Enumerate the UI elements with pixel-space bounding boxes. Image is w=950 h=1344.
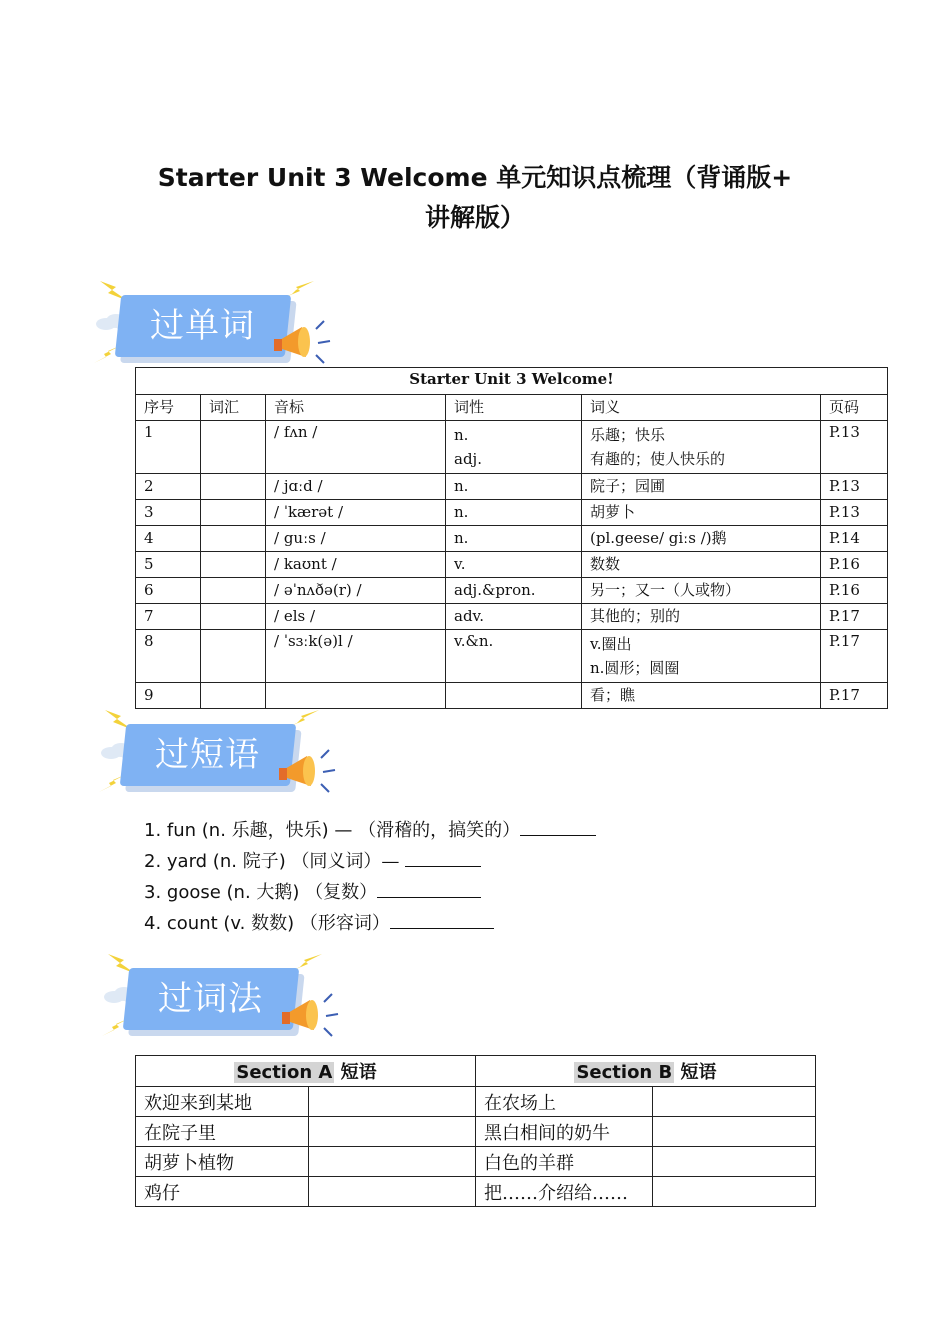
cell-answer-a[interactable] — [309, 1177, 476, 1207]
cell-word — [201, 578, 266, 604]
cell-pos: n. adj. — [446, 421, 582, 474]
cell-page: P.17 — [821, 604, 888, 630]
cell-phrase-a: 鸡仔 — [136, 1177, 309, 1207]
table-row — [136, 552, 888, 578]
section-phrases-table — [135, 1055, 816, 1207]
table-row — [136, 630, 888, 683]
header-pos: 词性 — [446, 395, 582, 421]
header-section-a: Section A 短语 — [136, 1056, 476, 1087]
cell-meaning: 另一；又一（人或物） — [582, 578, 821, 604]
cell-no: 1 — [136, 421, 201, 474]
table-row — [136, 500, 888, 526]
cell-phonetic: / els / — [266, 604, 446, 630]
cell-answer-b[interactable] — [653, 1117, 816, 1147]
list-item: 1. fun (n. 乐趣，快乐) — （滑稽的，搞笑的） — [144, 815, 596, 846]
cell-meaning: 看；瞧 — [582, 683, 821, 709]
megaphone-icon — [273, 744, 343, 798]
cell-pos: v. — [446, 552, 582, 578]
cell-phonetic: / ˈsɜːk(ə)l / — [266, 630, 446, 683]
cell-pos: adv. — [446, 604, 582, 630]
header-page: 页码 — [821, 395, 888, 421]
cell-pos: n. — [446, 526, 582, 552]
list-item: 3. goose (n. 大鹅) （复数） — [144, 877, 596, 908]
cell-page: P.17 — [821, 683, 888, 709]
cell-meaning: 胡萝卜 — [582, 500, 821, 526]
cell-meaning: 院子；园圃 — [582, 474, 821, 500]
table-caption: Starter Unit 3 Welcome! — [136, 368, 888, 395]
banner-label: 过词法 — [158, 979, 263, 1019]
cell-phonetic: / jɑːd / — [266, 474, 446, 500]
cell-word — [201, 526, 266, 552]
answer-blank[interactable] — [405, 848, 481, 867]
table-row — [136, 1147, 816, 1177]
table-row — [136, 1177, 816, 1207]
cell-phonetic: / fʌn / — [266, 421, 446, 474]
table-row — [136, 578, 888, 604]
cell-no: 4 — [136, 526, 201, 552]
cell-page: P.16 — [821, 578, 888, 604]
cell-phonetic — [266, 683, 446, 709]
table-row — [136, 683, 888, 709]
cell-page: P.16 — [821, 552, 888, 578]
cell-phrase-b: 白色的羊群 — [476, 1147, 653, 1177]
cell-phrase-a: 欢迎来到某地 — [136, 1087, 309, 1117]
table-row — [136, 526, 888, 552]
cell-meaning: v.圈出 n.圆形；圆圈 — [582, 630, 821, 683]
cell-word — [201, 604, 266, 630]
cell-meaning: 其他的；别的 — [582, 604, 821, 630]
vocabulary-table — [135, 367, 888, 709]
answer-blank[interactable] — [377, 879, 481, 898]
cell-word — [201, 630, 266, 683]
cell-phrase-b: 把……介绍给…… — [476, 1177, 653, 1207]
cell-phonetic: / guːs / — [266, 526, 446, 552]
header-meaning: 词义 — [582, 395, 821, 421]
cell-no: 2 — [136, 474, 201, 500]
cell-answer-b[interactable] — [653, 1087, 816, 1117]
cell-word — [201, 474, 266, 500]
table-row — [136, 474, 888, 500]
cell-page: P.14 — [821, 526, 888, 552]
cell-no: 9 — [136, 683, 201, 709]
phrase-list — [144, 815, 596, 939]
header-phonetic: 音标 — [266, 395, 446, 421]
cell-no: 7 — [136, 604, 201, 630]
cell-answer-b[interactable] — [653, 1147, 816, 1177]
header-word: 词汇 — [201, 395, 266, 421]
cell-pos: v.&n. — [446, 630, 582, 683]
cell-word — [201, 552, 266, 578]
answer-blank[interactable] — [390, 910, 494, 929]
cell-pos: n. — [446, 474, 582, 500]
document-title-line2: 讲解版） — [424, 203, 525, 232]
cell-phonetic: / kaʊnt / — [266, 552, 446, 578]
banner-label: 过短语 — [155, 735, 260, 775]
cell-phrase-b: 在农场上 — [476, 1087, 653, 1117]
header-section-b: Section B 短语 — [476, 1056, 816, 1087]
cell-page: P.13 — [821, 421, 888, 474]
cell-no: 5 — [136, 552, 201, 578]
cell-meaning: 乐趣；快乐 有趣的；使人快乐的 — [582, 421, 821, 474]
section-banner-grammar — [108, 958, 358, 1054]
cell-meaning: 数数 — [582, 552, 821, 578]
table-row — [136, 604, 888, 630]
cell-answer-b[interactable] — [653, 1177, 816, 1207]
cell-pos: n. — [446, 500, 582, 526]
cell-pos: adj.&pron. — [446, 578, 582, 604]
list-item: 4. count (v. 数数) （形容词） — [144, 908, 596, 939]
section-banner-phrases — [105, 714, 355, 810]
cell-no: 8 — [136, 630, 201, 683]
cell-page: P.13 — [821, 500, 888, 526]
cell-answer-a[interactable] — [309, 1117, 476, 1147]
cell-phrase-b: 黑白相间的奶牛 — [476, 1117, 653, 1147]
table-row — [136, 421, 888, 474]
cell-no: 6 — [136, 578, 201, 604]
cell-meaning: (pl.geese/ giːs /)鹅 — [582, 526, 821, 552]
cell-answer-a[interactable] — [309, 1087, 476, 1117]
table-row — [136, 1087, 816, 1117]
cell-phonetic: / ˈkærət / — [266, 500, 446, 526]
cell-page: P.13 — [821, 474, 888, 500]
header-no: 序号 — [136, 395, 201, 421]
cell-word — [201, 421, 266, 474]
list-item: 2. yard (n. 院子) （同义词）— — [144, 846, 596, 877]
table-row — [136, 1117, 816, 1147]
cell-phrase-a: 在院子里 — [136, 1117, 309, 1147]
megaphone-icon — [268, 315, 338, 369]
cell-no: 3 — [136, 500, 201, 526]
document-title-line1: Starter Unit 3 Welcome 单元知识点梳理（背诵版+ — [157, 163, 793, 192]
cell-page: P.17 — [821, 630, 888, 683]
cell-answer-a[interactable] — [309, 1147, 476, 1177]
cell-phrase-a: 胡萝卜植物 — [136, 1147, 309, 1177]
cell-pos — [446, 683, 582, 709]
cell-word — [201, 500, 266, 526]
megaphone-icon — [276, 988, 346, 1042]
answer-blank[interactable] — [520, 817, 596, 836]
banner-label: 过单词 — [150, 306, 255, 346]
cell-phonetic: / əˈnʌðə(r) / — [266, 578, 446, 604]
cell-word — [201, 683, 266, 709]
